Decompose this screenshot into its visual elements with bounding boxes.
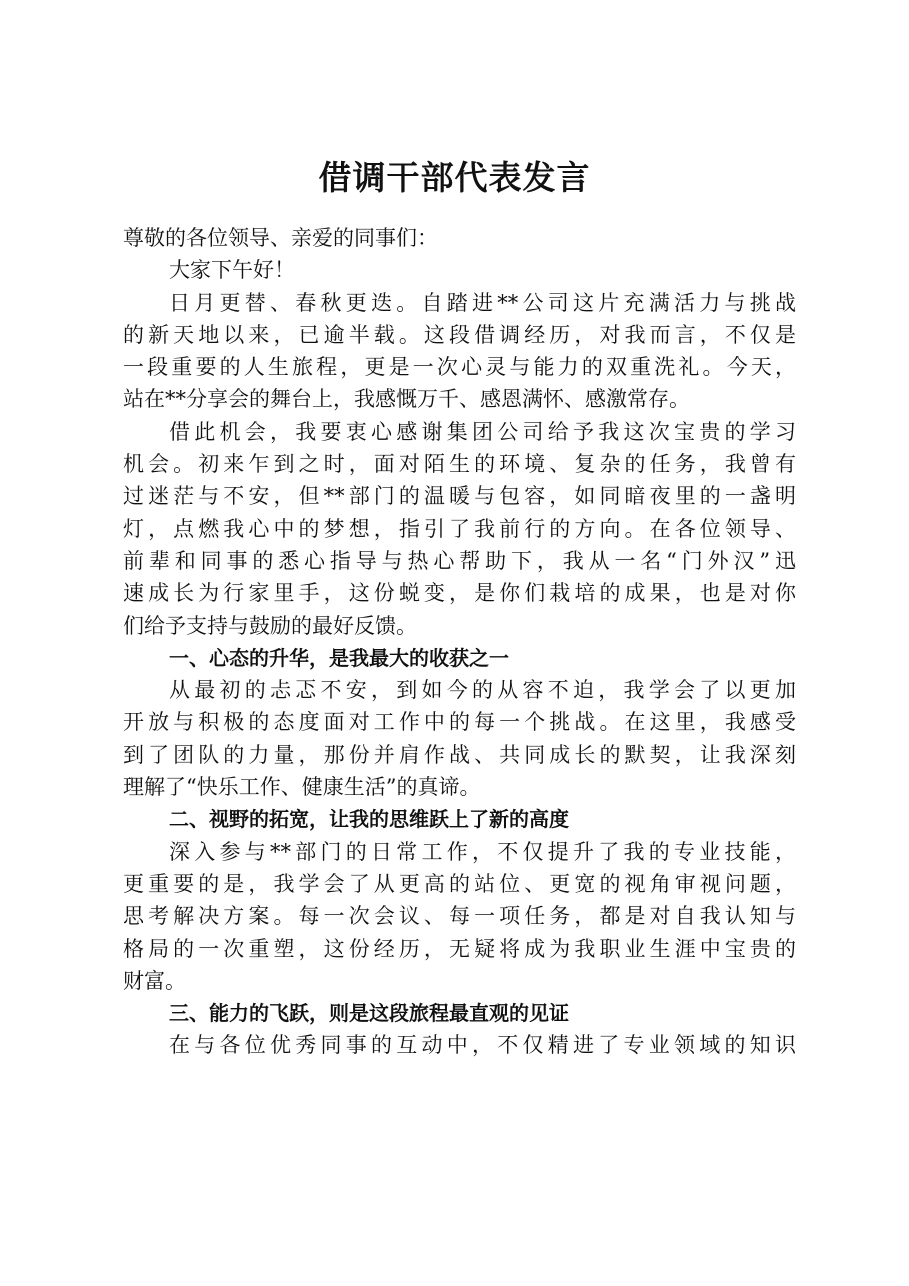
paragraph-line: 站在**分享会的舞台上，我感慨万千、感恩满怀、感激常存。 xyxy=(123,387,690,412)
section-line: 理解了“快乐工作、健康生活”的真谛。 xyxy=(123,775,481,800)
paragraph-line: 机会。初来乍到之时，面对陌生的环境、复杂的任务，我曾有 xyxy=(123,452,796,477)
document-title: 借调干部代表发言 xyxy=(318,158,591,197)
document-body xyxy=(123,222,796,1062)
paragraph-line: 们给予支持与鼓励的最好反馈。 xyxy=(123,613,417,638)
paragraph-line: 日月更替、春秋更迭。自踏进**公司这片充满活力与挑战 xyxy=(169,290,796,315)
section-heading: 一、心态的升华，是我最大的收获之一 xyxy=(169,645,509,670)
section-line: 在与各位优秀同事的互动中，不仅精进了专业领域的知识 xyxy=(169,1033,796,1058)
paragraph-line: 的新天地以来，已逾半载。这段借调经历，对我而言，不仅是 xyxy=(123,322,796,347)
section-line: 开放与积极的态度面对工作中的每一个挑战。在这里，我感受 xyxy=(123,710,796,735)
greeting: 大家下午好！ xyxy=(169,258,295,283)
paragraph-line: 过迷茫与不安，但**部门的温暖与包容，如同暗夜里的一盏明 xyxy=(123,484,796,509)
salutation: 尊敬的各位领导、亲爱的同事们： xyxy=(123,226,438,250)
paragraph-line: 速成长为行家里手，这份蜕变，是你们栽培的成果，也是对你 xyxy=(123,581,796,606)
paragraph-line: 借此机会，我要衷心感谢集团公司给予我这次宝贵的学习 xyxy=(169,419,796,444)
section-heading: 二、视野的拓宽，让我的思维跃上了新的高度 xyxy=(169,807,569,832)
section-line: 财富。 xyxy=(123,968,186,993)
section-line: 深入参与**部门的日常工作，不仅提升了我的专业技能， xyxy=(169,839,796,864)
paragraph-1 xyxy=(123,287,796,416)
paragraph-line: 灯，点燃我心中的梦想，指引了我前行的方向。在各位领导、 xyxy=(123,516,796,541)
section-2 xyxy=(123,803,796,997)
section-line: 思考解决方案。每一次会议、每一项任务，都是对自我认知与 xyxy=(123,904,796,929)
section-heading: 三、能力的飞跃，则是这段旅程最直观的见证 xyxy=(169,1001,569,1026)
section-line: 更重要的是，我学会了从更高的站位、更宽的视角审视问题， xyxy=(123,871,796,896)
section-line: 到了团队的力量，那份并肩作战、共同成长的默契，让我深刻 xyxy=(123,742,796,767)
section-line: 格局的一次重塑，这份经历，无疑将成为我职业生涯中宝贵的 xyxy=(123,936,796,961)
paragraph-line: 前辈和同事的悉心指导与热心帮助下，我从一名“门外汉”迅 xyxy=(123,548,796,573)
section-3 xyxy=(123,997,796,1062)
paragraph-line: 一段重要的人生旅程，更是一次心灵与能力的双重洗礼。今天， xyxy=(123,355,796,380)
section-1 xyxy=(123,642,796,803)
section-line: 从最初的忐忑不安，到如今的从容不迫，我学会了以更加 xyxy=(169,678,796,703)
paragraph-2 xyxy=(123,416,796,642)
